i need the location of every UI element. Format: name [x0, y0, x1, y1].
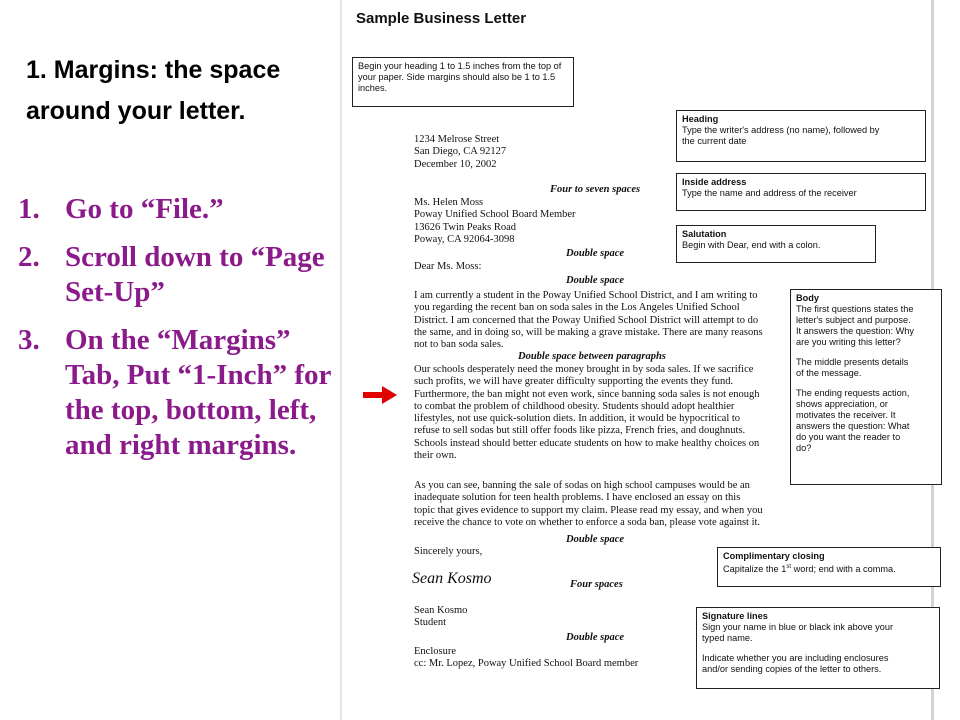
complimentary-closing: Sincerely yours, [414, 546, 483, 557]
step-item [18, 192, 338, 227]
callout-text-part: word; end with a comma. [791, 564, 896, 575]
spacing-note: Double space [566, 248, 625, 259]
callout-text: of the message. [796, 368, 862, 378]
letter-date: December 10, 2002 [414, 158, 497, 170]
callout-text: It answers the question: Why [796, 326, 914, 336]
steps-list [18, 192, 338, 476]
spacing-note: Four to seven spaces [550, 184, 641, 195]
paragraph-line: such profits, we will have greater difficulty supporting the events they fund. [414, 376, 734, 388]
callout-title: Heading [682, 114, 719, 124]
callout-text: letter's subject and purpose. [796, 315, 911, 325]
signature-line: Sean Kosmo [414, 605, 468, 616]
step-number: 2. [18, 241, 40, 273]
step-text: Scroll down to “Page Set-Up” [65, 241, 325, 308]
margin-note-box [352, 57, 574, 107]
paragraph-gap [702, 644, 934, 653]
spacing-note: Double space between paragraphs [518, 351, 666, 362]
paragraph-line: Furthermore, the ban might not even work, since banning soda sales is not enough [414, 388, 760, 400]
callout-salutation [676, 225, 876, 263]
address-line: Ms. Helen Moss [414, 197, 484, 208]
paragraph-line: Our schools desperately need the money brought in by soda sales. If we sacrifice [414, 364, 754, 375]
paragraph-line: I am currently a student in the Poway Unified School District, and I am writing to [414, 290, 758, 301]
document-title: Sample Business Letter [356, 10, 527, 27]
paragraph-line: inadequate solution for teen health problems. I have enclosed an essay on this [414, 492, 741, 504]
callout-text: and/or sending copies of the letter to others. [702, 664, 882, 674]
callout-text: Sign your name in blue or black ink above your [702, 622, 894, 632]
paragraph-line: receive the chance to vote on whether to enforce a soda ban, please vote against it. [414, 516, 761, 528]
ordinal-superscript: st [786, 564, 792, 570]
callout-text: motivates the receiver. It [796, 410, 896, 420]
spacing-note: Double space [566, 275, 625, 286]
salutation: Dear Ms. Moss: [414, 261, 482, 272]
callout-text [723, 562, 935, 575]
step-number: 3. [18, 324, 40, 356]
sender-address [414, 134, 506, 171]
address-line: 1234 Melrose Street [414, 134, 500, 145]
callout-text: Begin with Dear, end with a colon. [682, 240, 821, 250]
paragraph-line: to combat the problem of childhood obesity. Students should adopt healthier [414, 400, 735, 412]
paragraph-line: you regarding the recent ban on soda sales in the Los Angeles Unified School [414, 302, 740, 314]
callout-title: Body [796, 293, 819, 303]
callout-text: Indicate whether you are including enclosures [702, 653, 889, 663]
cc-line: cc: Mr. Lopez, Poway Unified School Board member [414, 658, 639, 670]
letter-paragraph-1 [414, 290, 763, 351]
callout-text: the current date [682, 136, 747, 146]
step-number: 1. [18, 193, 40, 225]
callout-text: shows appreciation, or [796, 399, 888, 409]
paragraph-gap [796, 348, 936, 357]
spacing-note: Double space [566, 534, 625, 545]
callout-inside-address [676, 173, 926, 211]
callout-title: Complimentary closing [723, 551, 825, 561]
callout-text: do? [796, 443, 812, 453]
spacing-note: Four spaces [570, 579, 623, 590]
paragraph-line: the same, and in doing so, will be making a grave mistake. There are many reasons [414, 326, 763, 338]
callout-text: Type the name and address of the receiver [682, 188, 857, 198]
callout-text: Type the writer's address (no name), followed by [682, 125, 880, 135]
typed-signature [414, 605, 467, 630]
red-arrow-icon [363, 386, 397, 404]
callout-text: are you writing this letter? [796, 337, 901, 347]
callout-text: The middle presents details [796, 357, 909, 367]
address-line: 13626 Twin Peaks Road [414, 221, 517, 233]
callout-body [790, 289, 942, 485]
spacing-note: Double space [566, 632, 625, 643]
paragraph-line: As you can see, banning the sale of sodas on high school campuses would be an [414, 480, 750, 491]
step-text: Go to “File.” [65, 193, 224, 225]
handwritten-signature: Sean Kosmo [412, 570, 492, 587]
paragraph-line: not to ban soda sales. [414, 339, 504, 351]
callout-title: Inside address [682, 177, 747, 187]
signature-line: Student [414, 617, 447, 629]
callout-text-part: Capitalize the 1 [723, 564, 787, 575]
callout-heading [676, 110, 926, 162]
paragraph-line: topic that gives evidence to support my claim. Please read my essay, and when you [414, 504, 763, 516]
paragraph-line: District. I am concerned that the Poway Unified School District will attempt to do [414, 314, 759, 326]
paragraph-gap [796, 379, 936, 388]
paragraph-line: their own. [414, 450, 457, 462]
address-line: San Diego, CA 92127 [414, 146, 507, 158]
step-item [18, 240, 338, 310]
page-edge [340, 0, 342, 720]
margin-note-text: Begin your heading 1 to 1.5 inches from the top of your paper. Side margins should also be 1 to 1.5 inches. [358, 61, 562, 93]
letter-paragraph-3 [414, 480, 763, 529]
callout-text: The ending requests action, [796, 388, 910, 398]
callout-text: do you want the reader to [796, 432, 901, 442]
inside-address [414, 197, 576, 246]
paragraph-line: refuse to sell sodas but still offer foods like pizza, French fries, and doughnuts. [414, 425, 746, 437]
callout-complimentary-closing [717, 547, 941, 587]
callout-text: The first questions states the [796, 304, 914, 314]
enclosure-line: Enclosure [414, 646, 456, 657]
callout-title: Salutation [682, 229, 727, 239]
callout-text: answers the question: What [796, 421, 910, 431]
address-line: Poway Unified School Board Member [414, 209, 576, 221]
step-item [18, 323, 338, 463]
step-text: On the “Margins” Tab, Put “1-Inch” for the top, bottom, left, and right margins. [65, 324, 331, 461]
enclosure-notation [414, 646, 638, 671]
paragraph-line: Schools instead should better educate students on how to make healthy choices on [414, 437, 760, 449]
address-line: Poway, CA 92064-3098 [414, 233, 515, 245]
callout-text: typed name. [702, 633, 753, 643]
paragraph-line: lifestyles, not use quick-solution diets. In addition, it would be hypocritical to [414, 413, 741, 425]
slide-heading: 1. Margins: the space around your letter. [26, 56, 281, 125]
sample-letter-image [340, 0, 960, 720]
callout-title: Signature lines [702, 611, 768, 621]
letter-paragraph-2 [414, 364, 760, 462]
callout-signature-lines [696, 607, 940, 689]
